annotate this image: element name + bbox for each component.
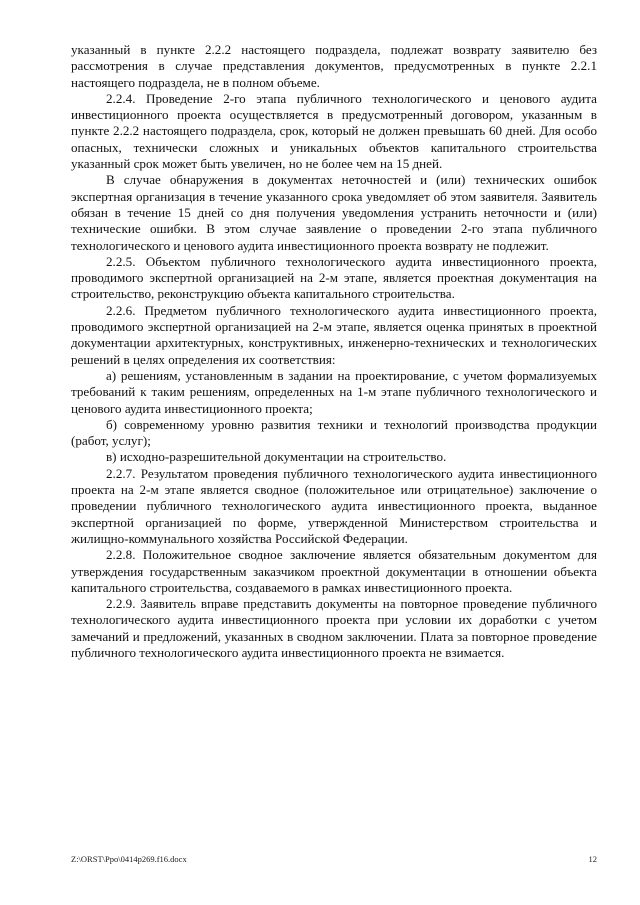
paragraph-2-2-8: 2.2.8. Положительное сводное заключение является обязательным документом для утверждения государственным заказчиком проектной документации в отношении объекта капитального строительства, создаваемого в рамках инвестиционного проекта. [71, 547, 597, 595]
paragraph-errors-notice: В случае обнаружения в документах неточностей и (или) технических ошибок экспертная организация в течение указанного срока уведомляет об этом заявителя. Заявитель обязан в течение 15 дней со дня получения уведомления устранить неточности и (или) технические ошибки. В этом случае заявление о проведении 2-го этапа публичного технологического и ценового аудита инвестиционного проекта возврату не подлежит. [71, 172, 597, 253]
paragraph-continuation: указанный в пункте 2.2.2 настоящего подраздела, подлежат возврату заявителю без рассмотрения в случае представления документов, предусмотренных в пункте 2.2.1 настоящего подраздела, не в полном объеме. [71, 42, 597, 90]
footer-file-path: Z:\ORST\Ppo\0414p269.f16.docx [71, 854, 187, 864]
list-item-b: б) современному уровню развития техники и технологий производства продукции (работ, услуг); [71, 416, 597, 449]
paragraph-2-2-7: 2.2.7. Результатом проведения публичного технологического аудита инвестиционного проекта на 2-м этапе является сводное (положительное или отрицательное) заключение о проведении публичного технологического аудита инвестиционного проекта, выданное экспертной организацией по форме, утвержденной Министерством строительства и жилищно-коммунального хозяйства Российской Федерации. [71, 465, 597, 546]
footer-page-number: 12 [588, 854, 597, 864]
list-item-v: в) исходно-разрешительной документации на строительство. [106, 449, 447, 465]
page-footer [71, 854, 597, 864]
list-item-a: а) решениям, установленным в задании на проектирование, с учетом формализуемых требований к таким решениям, определенных на 1-м этапе публичного технологического и ценового аудита инвестиционного проекта; [71, 367, 597, 416]
paragraph-2-2-6: 2.2.6. Предметом публичного технологического аудита инвестиционного проекта, проводимого экспертной организацией на 2-м этапе, является оценка принятых в проектной документации архитектурных, конструктивных, инженерно-технических и технологических решений в целях определения их соответствия: [71, 302, 597, 367]
paragraph-2-2-9: 2.2.9. Заявитель вправе представить документы на повторное проведение публичного технологического аудита инвестиционного проекта при условии их доработки с учетом замечаний и предложений, указанных в сводном заключении. Плата за повторное проведение публичного технологического аудита инвестиционного проекта не взимается. [71, 596, 597, 660]
paragraph-2-2-4: 2.2.4. Проведение 2-го этапа публичного технологического и ценового аудита инвестиционного проекта осуществляется в предусмотренный договором, указанным в пункте 2.2.2 настоящего подраздела, срок, который не должен превышать 60 дней. Для особо опасных, технически сложных и уникальных объектов капитального строительства указанный срок может быть увеличен, но не более чем на 15 дней. [71, 90, 597, 172]
document-page [71, 42, 597, 661]
paragraph-2-2-5: 2.2.5. Объектом публичного технологического аудита инвестиционного проекта, проводимого экспертной организацией на 2-м этапе, является проектная документация на строительство, реконструкцию объекта капитального строительства. [71, 253, 597, 302]
